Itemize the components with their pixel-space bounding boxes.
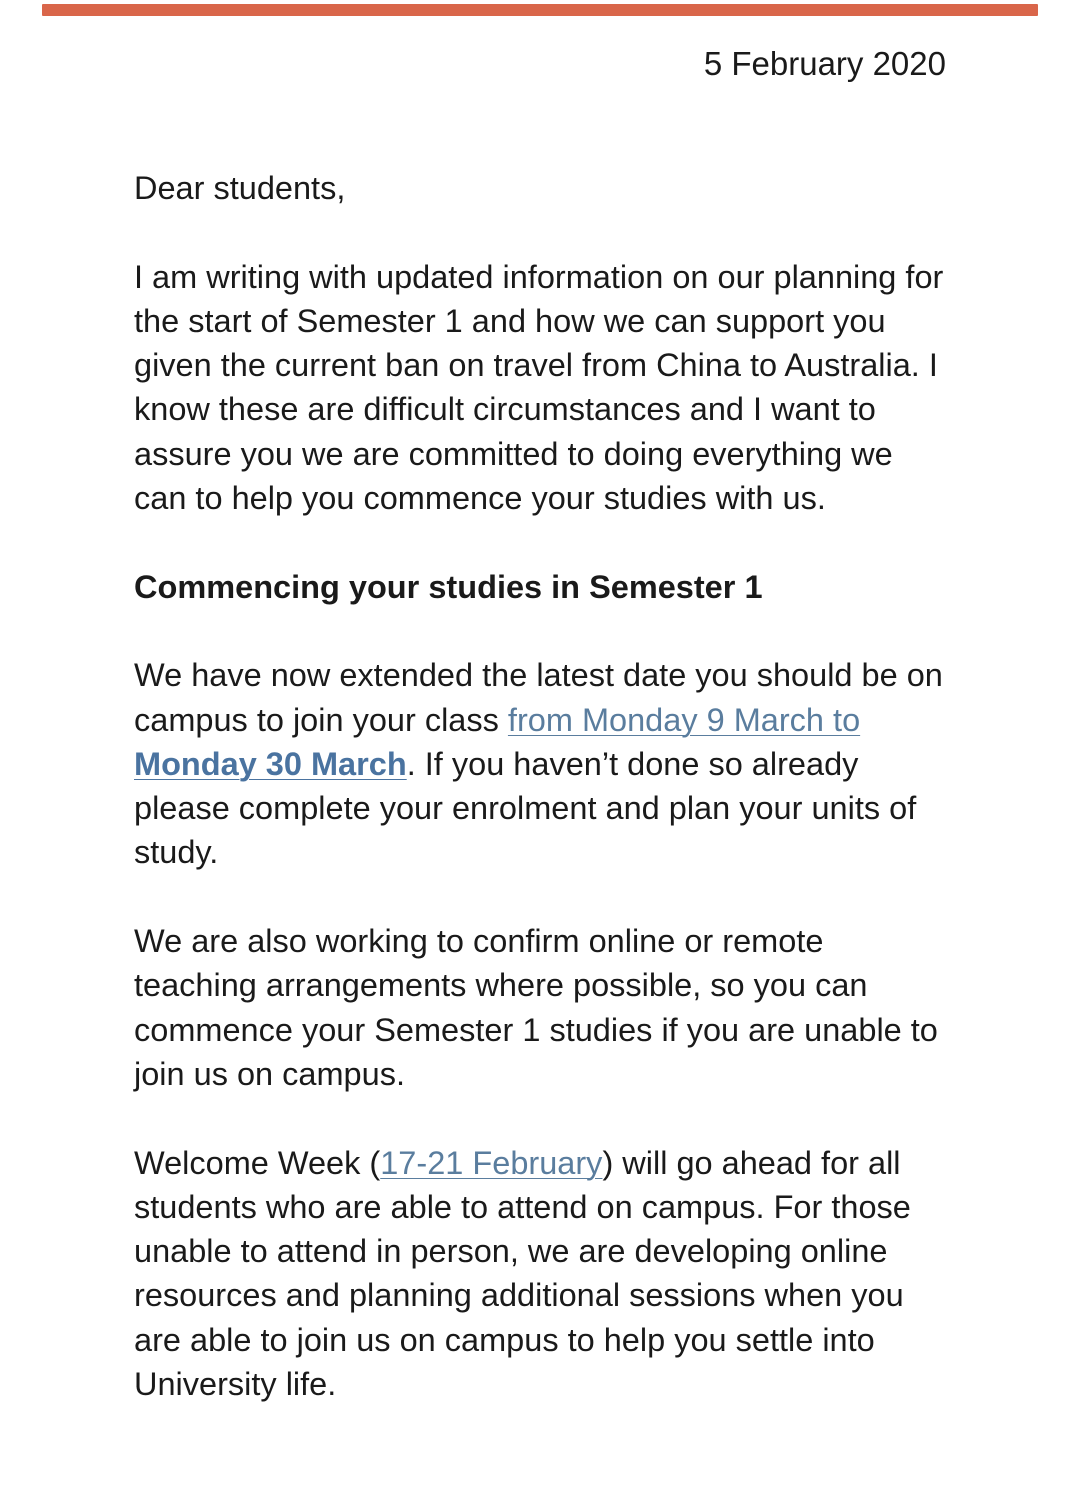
extended-date-text-before: We have now extended the latest date you should be on campus to join your class [134,657,943,738]
date-change-link[interactable]: from Monday 9 March to [507,701,861,738]
section-heading: Commencing your studies in Semester 1 [134,568,763,605]
header-accent-bar [42,4,1038,16]
extended-date-paragraph [134,653,954,874]
welcome-week-dates-link[interactable]: 17-21 February [380,1144,603,1181]
intro-paragraph: I am writing with updated information on our planning for the start of Semester 1 and how we can support you given the current ban on travel from China to Australia. I know these are difficult circumstances and I want to assure you we are committed to doing everything we can to help you commence your studies with us. [134,258,944,517]
welcome-week-text-after: ) will go ahead for all students who are able to attend on campus. For those unable to attend in person, we are developing online resources and planning additional sessions when you are able to join us on campus to help you settle into University life. [134,1144,911,1403]
letter-date: 5 February 2020 [703,45,946,82]
online-teaching-paragraph: We are also working to confirm online or remote teaching arrangements where possible, so you can commence your Semester 1 studies if you are unable to join us on campus. [134,923,938,1092]
letter-body [134,166,954,1451]
welcome-week-paragraph [134,1141,954,1407]
salutation: Dear students, [134,170,346,206]
new-date-link[interactable]: Monday 30 March [134,745,407,782]
extended-date-text-after: . If you haven’t done so already please complete your enrolment and plan your units of study. [134,745,917,871]
welcome-week-text-before: Welcome Week ( [134,1144,381,1181]
